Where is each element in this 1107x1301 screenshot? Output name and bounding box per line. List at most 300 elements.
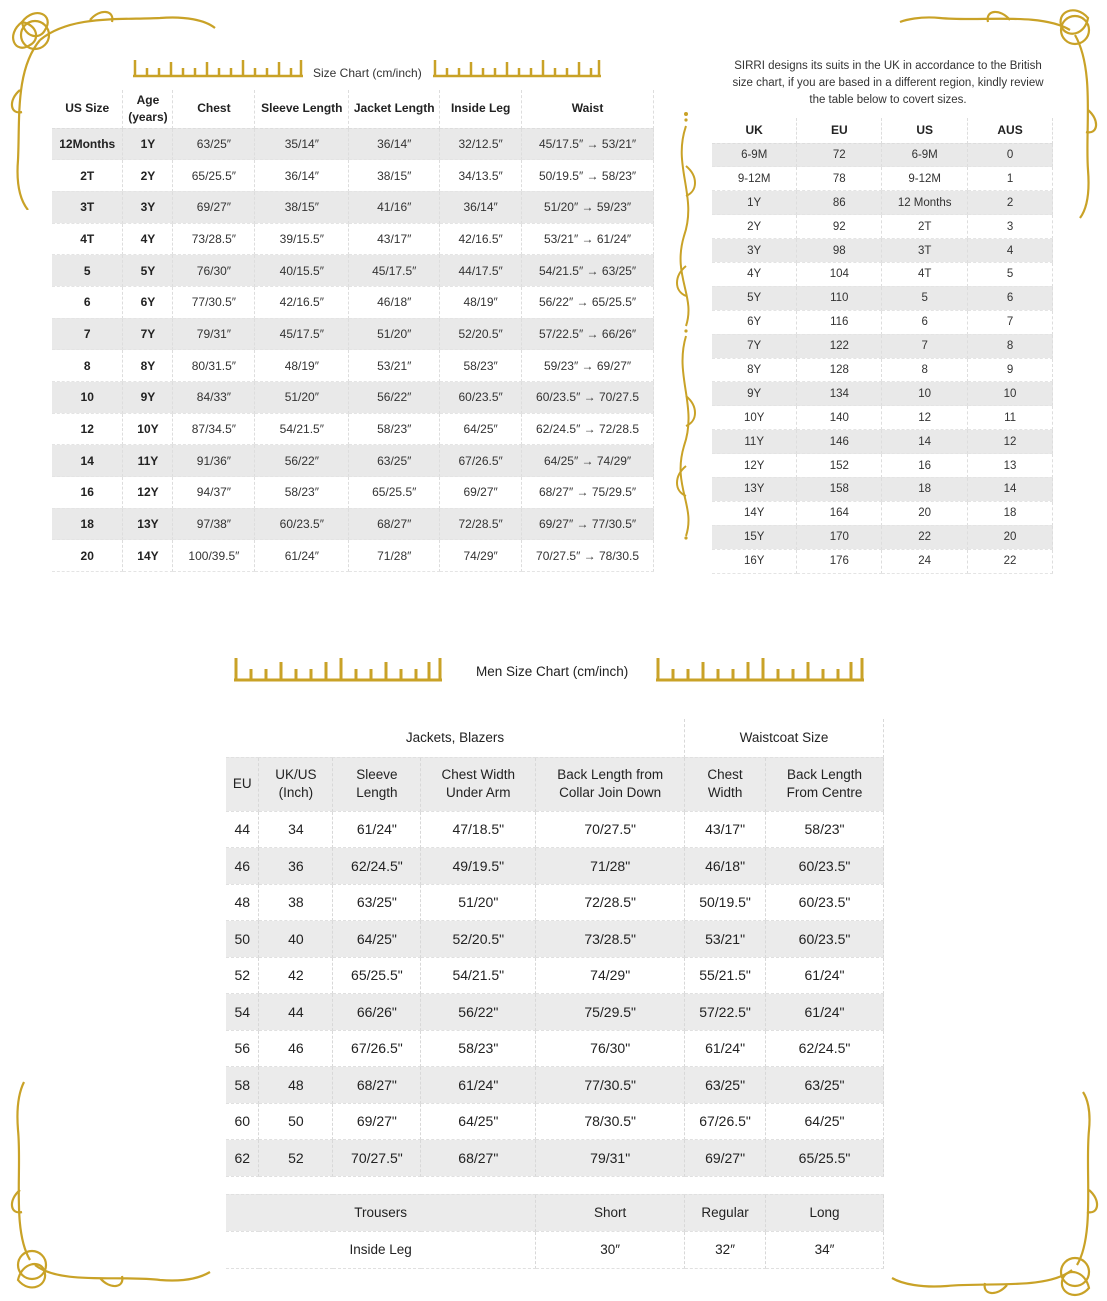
men-table-cell: 53/21" [685,921,766,958]
men-size-table [226,719,884,1269]
men-table-cell: 60/23.5" [766,921,884,958]
kids-table-row [52,540,654,572]
inside-leg-long: 34″ [766,1231,884,1268]
conversion-table-cell: 10Y [712,406,797,430]
conversion-table-row [712,262,1053,286]
men-data-rows [226,811,884,1176]
men-table-cell: 50 [259,1103,333,1140]
header-back-length-line1: Back Length from [557,767,664,782]
header-chest-width-line1: Chest Width [441,767,516,782]
conversion-table-cell: 4 [968,239,1053,263]
inside-leg-label: Inside Leg [226,1231,536,1268]
kids-table-cell: 43/17″ [349,223,440,255]
conversion-table-cell: 20 [968,525,1053,549]
conversion-table-cell: 7 [882,334,968,358]
kids-table-cell: 40/15.5″ [255,255,349,287]
conversion-table-cell: 14Y [712,501,797,525]
kids-table-cell: 35/14″ [255,128,349,160]
conversion-table-cell: 92 [797,215,882,239]
kids-table-cell: 69/27″ [440,477,522,509]
men-table-cell: 52 [226,957,259,994]
header-uk: UK [712,118,797,143]
header-us-size: US Size [52,90,123,128]
men-table-cell: 48 [226,884,259,921]
men-table-cell: 67/26.5" [685,1103,766,1140]
kids-table-row [52,160,654,192]
men-table-cell: 64/25" [333,921,421,958]
conversion-table-cell: 5 [882,286,968,310]
kids-table-cell: 2Y [123,160,173,192]
kids-table-cell: 16 [52,477,123,509]
inside-leg-regular: 32″ [685,1231,766,1268]
kids-table-cell: 63/25″ [173,128,255,160]
kids-table-row [52,128,654,160]
conversion-table-row [712,501,1053,525]
kids-table-cell: 2T [52,160,123,192]
header-age: Age (years) [123,90,173,128]
kids-table-cell: 51/20″ → 59/23″ [522,191,654,223]
header-waistcoat-chest [685,757,766,811]
conversion-table-row [712,191,1053,215]
ruler-ornament-men-right [656,656,864,682]
header-eu-size: EU [226,757,259,811]
men-table-cell: 63/25" [685,1067,766,1104]
men-table-cell: 74/29" [536,957,685,994]
conversion-table-row [712,406,1053,430]
men-table-cell: 40 [259,921,333,958]
conversion-table-cell: 158 [797,477,882,501]
kids-table-cell: 45/17.5″ → 53/21″ [522,128,654,160]
kids-table-cell: 48/19″ [440,286,522,318]
kids-table-cell: 36/14″ [255,160,349,192]
men-table-cell: 77/30.5" [536,1067,685,1104]
men-table-row [226,921,884,958]
kids-table-cell: 46/18″ [349,286,440,318]
conversion-table-cell: 12 [882,406,968,430]
men-table-cell: 44 [259,994,333,1031]
header-uk-us [259,757,333,811]
kids-table-cell: 79/31″ [173,318,255,350]
kids-table-cell: 14 [52,445,123,477]
conversion-table-cell: 7Y [712,334,797,358]
kids-table-cell: 73/28.5″ [173,223,255,255]
kids-table-cell: 4Y [123,223,173,255]
conversion-table-cell: 152 [797,454,882,478]
men-table-cell: 36 [259,848,333,885]
men-table-cell: 50 [226,921,259,958]
group-waistcoat-size: Waistcoat Size [685,719,884,757]
kids-table-cell: 56/22″ → 65/25.5″ [522,286,654,318]
header-men-sleeve [333,757,421,811]
kids-table-cell: 4T [52,223,123,255]
men-table-cell: 50/19.5" [685,884,766,921]
conversion-table-row [712,382,1053,406]
conversion-table-cell: 170 [797,525,882,549]
men-table-cell: 70/27.5" [333,1140,421,1177]
men-table-cell: 76/30" [536,1030,685,1067]
kids-table-cell: 65/25.5″ [173,160,255,192]
conversion-table-cell: 3 [968,215,1053,239]
men-table-cell: 48 [259,1067,333,1104]
men-table-cell: 64/25" [421,1103,536,1140]
kids-table-cell: 12 [52,413,123,445]
men-table-cell: 64/25" [766,1103,884,1140]
kids-table-cell: 61/24″ [255,540,349,572]
header-uk-us-line1: UK/US [275,767,317,782]
trousers-regular: Regular [685,1194,766,1231]
region-conversion-note: SIRRI designs its suits in the UK in accordance to the British size chart, if you are based in a different region, kindly review the table below to covert sizes. [732,60,1044,106]
header-waistcoat-back-line2: From Centre [786,785,863,800]
conversion-header-row [712,118,1053,143]
conversion-table-cell: 6 [968,286,1053,310]
conversion-table-row [712,143,1053,167]
kids-table-cell: 48/19″ [255,350,349,382]
header-waistcoat-chest-line2: Width [707,785,743,800]
conversion-table-cell: 104 [797,262,882,286]
kids-table-row [52,477,654,509]
kids-table-cell: 5 [52,255,123,287]
conversion-table-cell: 6Y [712,310,797,334]
men-table-cell: 34 [259,811,333,848]
kids-table-cell: 5Y [123,255,173,287]
header-waistcoat-back-line1: Back Length [786,767,863,782]
men-table-row [226,811,884,848]
men-table-cell: 70/27.5" [536,811,685,848]
kids-table-cell: 53/21″ → 61/24″ [522,223,654,255]
men-table-row [226,1140,884,1177]
kids-header-row [52,90,654,128]
header-aus: AUS [968,118,1053,143]
kids-table-cell: 45/17.5″ [349,255,440,287]
conversion-table-row [712,167,1053,191]
kids-table-cell: 69/27″ [173,191,255,223]
men-table-cell: 58 [226,1067,259,1104]
kids-table-cell: 3T [52,191,123,223]
men-table-cell: 75/29.5" [536,994,685,1031]
men-table-row [226,994,884,1031]
conversion-table-cell: 4T [882,262,968,286]
kids-table-cell: 11Y [123,445,173,477]
men-table-cell: 54 [226,994,259,1031]
conversion-table-cell: 9 [968,358,1053,382]
conversion-table-cell: 72 [797,143,882,167]
kids-table-cell: 80/31.5″ [173,350,255,382]
conversion-table-cell: 5 [968,262,1053,286]
men-table-row [226,884,884,921]
kids-table-cell: 45/17.5″ [255,318,349,350]
header-eu: EU [797,118,882,143]
conversion-table-cell: 78 [797,167,882,191]
kids-table-cell: 36/14″ [349,128,440,160]
kids-table-cell: 9Y [123,382,173,414]
conversion-table-cell: 86 [797,191,882,215]
trousers-label: Trousers [226,1194,536,1231]
conversion-table-cell: 4Y [712,262,797,286]
kids-table-cell: 7Y [123,318,173,350]
kids-table-cell: 100/39.5″ [173,540,255,572]
kids-table-cell: 63/25″ [349,445,440,477]
kids-table-cell: 3Y [123,191,173,223]
men-table-cell: 56 [226,1030,259,1067]
header-waistcoat-back [766,757,884,811]
conversion-table-cell: 134 [797,382,882,406]
conversion-table-row [712,310,1053,334]
kids-table-cell: 8 [52,350,123,382]
kids-table-cell: 91/36″ [173,445,255,477]
kids-table-cell: 69/27″ → 77/30.5″ [522,508,654,540]
conversion-table-cell: 9-12M [882,167,968,191]
conversion-table-cell: 16 [882,454,968,478]
kids-table-cell: 14Y [123,540,173,572]
spacer-cell [226,1176,884,1194]
kids-table-cell: 6Y [123,286,173,318]
men-column-header-row [226,757,884,811]
trousers-short: Short [536,1194,685,1231]
kids-table-cell: 10 [52,382,123,414]
kids-table-cell: 54/21.5″ [255,413,349,445]
conversion-table-cell: 116 [797,310,882,334]
header-back-length [536,757,685,811]
size-conversion-table [712,118,1053,574]
conversion-table-cell: 13 [968,454,1053,478]
kids-table-cell: 74/29″ [440,540,522,572]
conversion-table-cell: 2 [968,191,1053,215]
header-us: US [882,118,968,143]
men-table-cell: 46/18" [685,848,766,885]
kids-table-cell: 38/15″ [255,191,349,223]
kids-table-cell: 42/16.5″ [440,223,522,255]
kids-table-cell: 12Months [52,128,123,160]
header-men-sleeve-line2: Length [356,785,398,800]
men-table-cell: 69/27" [685,1140,766,1177]
men-table-cell: 65/25.5" [766,1140,884,1177]
kids-table-cell: 51/20″ [255,382,349,414]
header-men-sleeve-line1: Sleeve [356,767,398,782]
men-table-cell: 61/24" [766,994,884,1031]
conversion-table-cell: 12 [968,430,1053,454]
conversion-table-cell: 122 [797,334,882,358]
men-table-body [226,719,884,811]
conversion-table-cell: 8 [968,334,1053,358]
kids-table-row [52,350,654,382]
conversion-table-cell: 3Y [712,239,797,263]
kids-table-cell: 68/27″ [349,508,440,540]
conversion-table-cell: 7 [968,310,1053,334]
kids-table-cell: 51/20″ [349,318,440,350]
conversion-table-row [712,239,1053,263]
conversion-table-cell: 128 [797,358,882,382]
conversion-table-cell: 10 [882,382,968,406]
kids-table-cell: 60/23.5″ [440,382,522,414]
men-table-cell: 61/24" [766,957,884,994]
conversion-table-row [712,454,1053,478]
men-table-cell: 46 [259,1030,333,1067]
conversion-table-cell: 14 [968,477,1053,501]
trousers-section [226,1176,884,1268]
kids-table-cell: 72/28.5″ [440,508,522,540]
men-table-cell: 52 [259,1140,333,1177]
header-inside-leg: Inside Leg [440,90,522,128]
men-table-cell: 44 [226,811,259,848]
kids-table-cell: 34/13.5″ [440,160,522,192]
kids-table-cell: 67/26.5″ [440,445,522,477]
conversion-table-cell: 6-9M [712,143,797,167]
kids-table-cell: 18 [52,508,123,540]
conversion-table-cell: 6 [882,310,968,334]
kids-table-cell: 53/21″ [349,350,440,382]
trousers-inside-leg-row [226,1231,884,1268]
kids-table-cell: 58/23″ [255,477,349,509]
kids-table-cell: 8Y [123,350,173,382]
conversion-table-cell: 8 [882,358,968,382]
conversion-table-cell: 15Y [712,525,797,549]
men-table-cell: 58/23" [766,811,884,848]
conversion-table-cell: 5Y [712,286,797,310]
men-table-cell: 58/23" [421,1030,536,1067]
conversion-table-cell: 8Y [712,358,797,382]
header-back-length-line2: Collar Join Down [559,785,662,800]
conversion-table-cell: 9Y [712,382,797,406]
conversion-table-cell: 12 Months [882,191,968,215]
kids-table-cell: 56/22″ [255,445,349,477]
conversion-table-cell: 164 [797,501,882,525]
men-table-cell: 61/24" [421,1067,536,1104]
kids-table-row [52,191,654,223]
men-table-cell: 73/28.5" [536,921,685,958]
kids-chart-title: Size Chart (cm/inch) [313,66,422,80]
corner-ornament-bottom-right [887,1090,1107,1301]
conversion-table-row [712,286,1053,310]
conversion-table-row [712,430,1053,454]
men-table-cell: 62/24.5" [333,848,421,885]
men-table-cell: 62/24.5" [766,1030,884,1067]
conversion-table-cell: 11 [968,406,1053,430]
conversion-table-row [712,549,1053,573]
men-table-cell: 49/19.5" [421,848,536,885]
men-table-cell: 63/25" [766,1067,884,1104]
conversion-table-cell: 22 [968,549,1053,573]
conversion-table-cell: 98 [797,239,882,263]
ruler-ornament-kids-left [133,58,303,78]
men-table-cell: 71/28" [536,848,685,885]
conversion-table-body [712,143,1053,573]
kids-table-row [52,318,654,350]
kids-table-row [52,255,654,287]
header-chest: Chest [173,90,255,128]
kids-table-cell: 71/28″ [349,540,440,572]
men-table-cell: 72/28.5" [536,884,685,921]
kids-table-cell: 38/15″ [349,160,440,192]
kids-table-cell: 52/20.5″ [440,318,522,350]
men-table-cell: 65/25.5" [333,957,421,994]
kids-table-cell: 41/16″ [349,191,440,223]
men-table-cell: 61/24" [333,811,421,848]
conversion-table-cell: 11Y [712,430,797,454]
kids-table-cell: 6 [52,286,123,318]
kids-table-cell: 42/16.5″ [255,286,349,318]
conversion-table-cell: 18 [968,501,1053,525]
kids-table-row [52,223,654,255]
kids-table-row [52,508,654,540]
men-table-cell: 43/17" [685,811,766,848]
header-waist: Waist [522,90,654,128]
kids-table-row [52,413,654,445]
kids-table-cell: 57/22.5″ → 66/26″ [522,318,654,350]
men-table-cell: 38 [259,884,333,921]
conversion-table-cell: 16Y [712,549,797,573]
conversion-table-cell: 13Y [712,477,797,501]
men-table-cell: 60 [226,1103,259,1140]
corner-ornament-bottom-left [0,1080,220,1301]
men-table-cell: 60/23.5" [766,848,884,885]
conversion-table-row [712,525,1053,549]
men-table-cell: 52/20.5" [421,921,536,958]
kids-table-cell: 94/37″ [173,477,255,509]
kids-table-cell: 58/23″ [440,350,522,382]
trousers-long: Long [766,1194,884,1231]
men-table-cell: 57/22.5" [685,994,766,1031]
kids-table-cell: 64/25″ [440,413,522,445]
kids-table-cell: 65/25.5″ [349,477,440,509]
kids-table-cell: 68/27″ → 75/29.5″ [522,477,654,509]
kids-table-row [52,382,654,414]
kids-table-cell: 36/14″ [440,191,522,223]
kids-table-cell: 64/25″ → 74/29″ [522,445,654,477]
inside-leg-short: 30″ [536,1231,685,1268]
men-table-cell: 42 [259,957,333,994]
kids-table-cell: 13Y [123,508,173,540]
kids-table-cell: 20 [52,540,123,572]
header-chest-width [421,757,536,811]
kids-table-cell: 7 [52,318,123,350]
men-table-cell: 79/31" [536,1140,685,1177]
conversion-table-cell: 140 [797,406,882,430]
kids-table-body [52,128,654,572]
conversion-table-cell: 1Y [712,191,797,215]
men-table-cell: 47/18.5" [421,811,536,848]
conversion-table-cell: 20 [882,501,968,525]
conversion-table-cell: 6-9M [882,143,968,167]
men-table-row [226,848,884,885]
conversion-table-cell: 12Y [712,454,797,478]
kids-table-cell: 12Y [123,477,173,509]
kids-table-cell: 84/33″ [173,382,255,414]
kids-table-cell: 1Y [123,128,173,160]
men-table-row [226,957,884,994]
conversion-table-row [712,477,1053,501]
men-chart-title: Men Size Chart (cm/inch) [476,664,629,679]
conversion-table-cell: 3T [882,239,968,263]
kids-table-cell: 60/23.5″ → 70/27.5 [522,382,654,414]
men-table-cell: 56/22" [421,994,536,1031]
men-table-cell: 69/27" [333,1103,421,1140]
kids-table-cell: 59/23″ → 69/27″ [522,350,654,382]
conversion-table-row [712,334,1053,358]
men-table-cell: 63/25" [333,884,421,921]
men-group-header-row [226,719,884,757]
men-table-cell: 68/27" [333,1067,421,1104]
conversion-table-cell: 1 [968,167,1053,191]
kids-table-cell: 58/23″ [349,413,440,445]
header-chest-width-line2: Under Arm [446,785,511,800]
men-table-cell: 78/30.5" [536,1103,685,1140]
kids-table-cell: 39/15.5″ [255,223,349,255]
men-table-cell: 68/27" [421,1140,536,1177]
conversion-table-cell: 146 [797,430,882,454]
conversion-table-cell: 9-12M [712,167,797,191]
men-table-cell: 67/26.5" [333,1030,421,1067]
kids-table-cell: 54/21.5″ → 63/25″ [522,255,654,287]
